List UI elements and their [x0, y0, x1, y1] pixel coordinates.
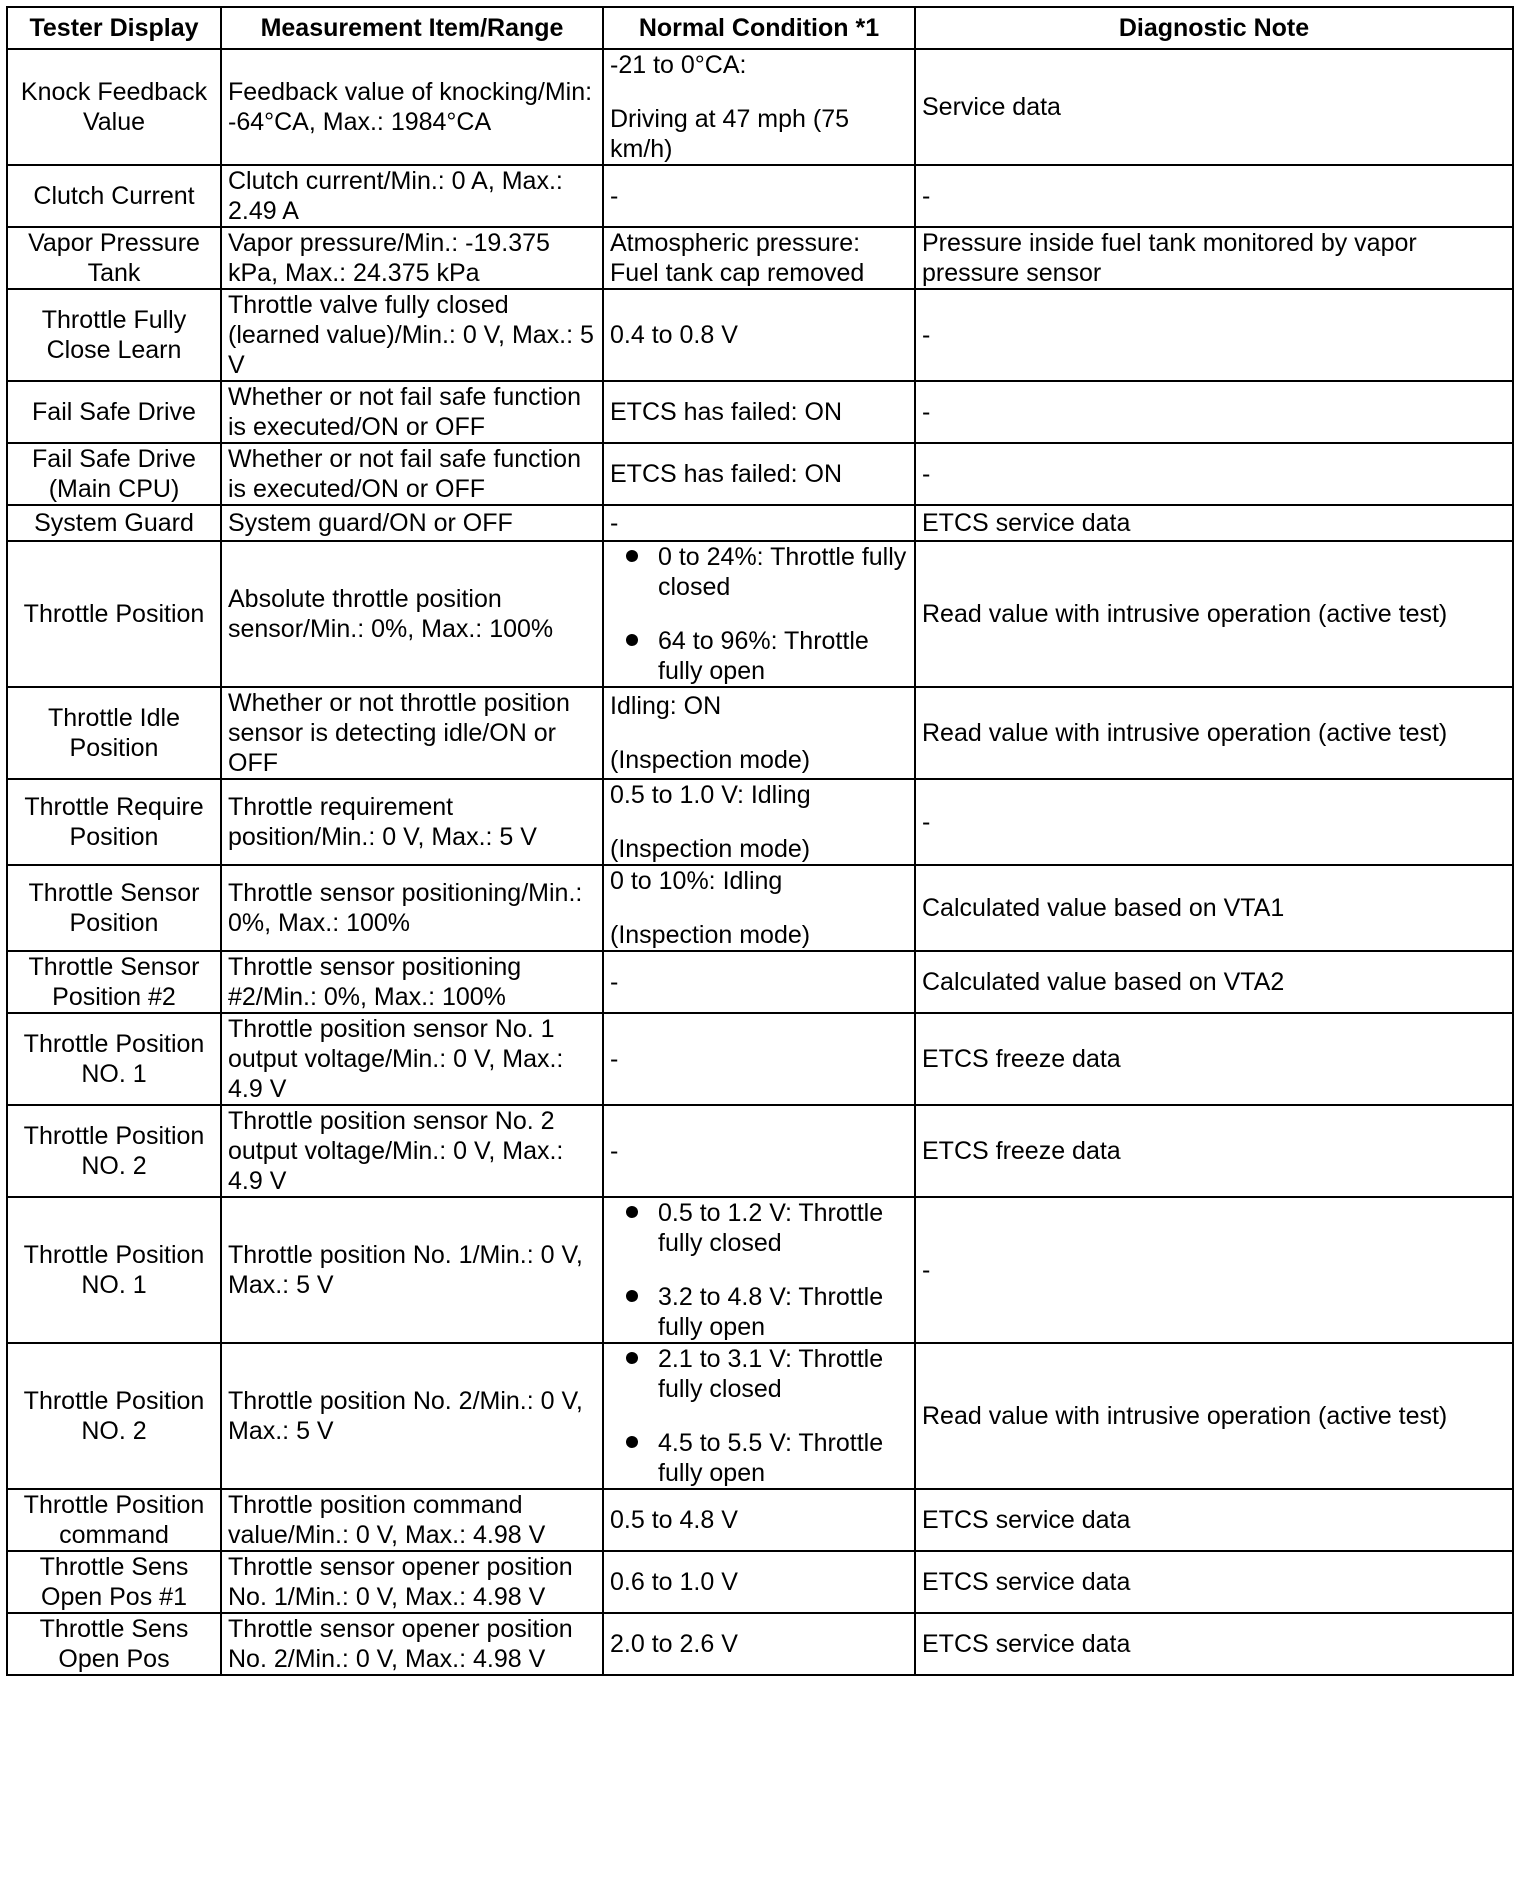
- table-row: [7, 1551, 1513, 1613]
- table-row: [7, 505, 1513, 541]
- diagnostic-note-cell: -: [915, 779, 1513, 865]
- normal-condition-cell: [603, 1551, 915, 1613]
- measurement-range-cell: Clutch current/Min.: 0 A, Max.: 2.49 A: [221, 165, 603, 227]
- condition-text: -: [610, 1137, 619, 1165]
- diagnostic-note-cell: -: [915, 381, 1513, 443]
- condition-text: 2.0 to 2.6 V: [610, 1630, 738, 1658]
- table-row: [7, 289, 1513, 381]
- condition-bullet-text: 2.1 to 3.1 V: Throttle fully closed: [658, 1345, 884, 1403]
- condition-text: 0.5 to 1.0 V: Idling: [610, 781, 811, 809]
- condition-bullet-item: [610, 1428, 908, 1488]
- condition-bullet-list: [610, 1344, 908, 1488]
- tester-display-cell: Throttle Position command: [7, 1489, 221, 1551]
- condition-text: -: [610, 1045, 619, 1073]
- condition-bullet-text: 0.5 to 1.2 V: Throttle fully closed: [658, 1199, 884, 1257]
- normal-condition-cell: [603, 1105, 915, 1197]
- measurement-range-cell: Throttle sensor positioning #2/Min.: 0%, Max.: 100%: [221, 951, 603, 1013]
- measurement-range-cell: Throttle sensor opener position No. 2/Min.: 0 V, Max.: 4.98 V: [221, 1613, 603, 1675]
- condition-bullet-text: 3.2 to 4.8 V: Throttle fully open: [658, 1283, 884, 1341]
- condition-text: -: [610, 182, 619, 210]
- measurement-range-cell: Throttle position No. 2/Min.: 0 V, Max.: 5 V: [221, 1343, 603, 1489]
- condition-text: (Inspection mode): [610, 921, 811, 949]
- diagnostic-note-cell: -: [915, 289, 1513, 381]
- header-tester-display: Tester Display: [7, 7, 221, 49]
- header-normal-condition: Normal Condition *1: [603, 7, 915, 49]
- measurement-range-cell: Throttle position command value/Min.: 0 V, Max.: 4.98 V: [221, 1489, 603, 1551]
- table-row: [7, 1343, 1513, 1489]
- diagnostic-note-cell: Read value with intrusive operation (active test): [915, 687, 1513, 779]
- tester-display-cell: System Guard: [7, 505, 221, 541]
- bullet-dot-icon: [626, 1436, 638, 1448]
- table-row: [7, 1197, 1513, 1343]
- condition-text: 0.6 to 1.0 V: [610, 1568, 738, 1596]
- normal-condition-cell: [603, 779, 915, 865]
- condition-bullet-item: [610, 626, 908, 686]
- condition-bullet-item: [610, 542, 908, 602]
- condition-text: 0.5 to 4.8 V: [610, 1506, 738, 1534]
- diagnostic-note-cell: -: [915, 165, 1513, 227]
- table-row: [7, 951, 1513, 1013]
- normal-condition-cell: [603, 381, 915, 443]
- normal-condition-cell: [603, 505, 915, 541]
- data-list-sheet: [6, 6, 1512, 1676]
- measurement-range-cell: Whether or not fail safe function is executed/ON or OFF: [221, 443, 603, 505]
- normal-condition-cell: [603, 541, 915, 687]
- measurement-range-cell: Absolute throttle position sensor/Min.: 0%, Max.: 100%: [221, 541, 603, 687]
- table-row: [7, 1013, 1513, 1105]
- condition-text: Atmospheric pressure: Fuel tank cap removed: [610, 229, 865, 287]
- header-diagnostic-note: Diagnostic Note: [915, 7, 1513, 49]
- table-row: [7, 1105, 1513, 1197]
- measurement-range-cell: Throttle position sensor No. 2 output voltage/Min.: 0 V, Max.: 4.9 V: [221, 1105, 603, 1197]
- bullet-dot-icon: [626, 634, 638, 646]
- tester-display-cell: Throttle Idle Position: [7, 687, 221, 779]
- condition-text: 0 to 10%: Idling: [610, 867, 783, 895]
- condition-text: 0.4 to 0.8 V: [610, 321, 738, 349]
- measurement-range-cell: Throttle sensor opener position No. 1/Min.: 0 V, Max.: 4.98 V: [221, 1551, 603, 1613]
- header-measurement-item: Measurement Item/Range: [221, 7, 603, 49]
- normal-condition-cell: [603, 687, 915, 779]
- diagnostic-note-cell: ETCS service data: [915, 1613, 1513, 1675]
- diagnostic-note-cell: Read value with intrusive operation (active test): [915, 1343, 1513, 1489]
- condition-bullet-item: [610, 1198, 908, 1258]
- table-row: [7, 381, 1513, 443]
- condition-text: (Inspection mode): [610, 746, 811, 774]
- condition-text: Idling: ON: [610, 692, 722, 720]
- measurement-range-cell: Throttle sensor positioning/Min.: 0%, Max.: 100%: [221, 865, 603, 951]
- diagnostic-note-cell: ETCS service data: [915, 1489, 1513, 1551]
- normal-condition-cell: [603, 289, 915, 381]
- tester-display-cell: Knock Feedback Value: [7, 49, 221, 165]
- bullet-dot-icon: [626, 1352, 638, 1364]
- measurement-range-cell: Whether or not throttle position sensor is detecting idle/ON or OFF: [221, 687, 603, 779]
- measurement-range-cell: Throttle position sensor No. 1 output voltage/Min.: 0 V, Max.: 4.9 V: [221, 1013, 603, 1105]
- bullet-dot-icon: [626, 1206, 638, 1218]
- condition-bullet-item: [610, 1344, 908, 1404]
- measurement-range-cell: System guard/ON or OFF: [221, 505, 603, 541]
- table-row: [7, 165, 1513, 227]
- normal-condition-cell: [603, 227, 915, 289]
- measurement-range-cell: Throttle requirement position/Min.: 0 V, Max.: 5 V: [221, 779, 603, 865]
- condition-text: Driving at 47 mph (75 km/h): [610, 105, 850, 163]
- normal-condition-cell: [603, 1197, 915, 1343]
- condition-bullet-text: 64 to 96%: Throttle fully open: [658, 627, 869, 685]
- table-row: [7, 227, 1513, 289]
- tester-display-cell: Throttle Sens Open Pos #1: [7, 1551, 221, 1613]
- diagnostic-note-cell: ETCS service data: [915, 505, 1513, 541]
- tester-display-cell: Throttle Require Position: [7, 779, 221, 865]
- condition-text: -: [610, 968, 619, 996]
- measurement-range-cell: Vapor pressure/Min.: -19.375 kPa, Max.: 24.375 kPa: [221, 227, 603, 289]
- diagnostic-note-cell: Read value with intrusive operation (active test): [915, 541, 1513, 687]
- diagnostic-note-cell: -: [915, 443, 1513, 505]
- measurement-range-cell: Throttle valve fully closed (learned value)/Min.: 0 V, Max.: 5 V: [221, 289, 603, 381]
- table-row: [7, 443, 1513, 505]
- diagnostic-note-cell: ETCS service data: [915, 1551, 1513, 1613]
- normal-condition-cell: [603, 1343, 915, 1489]
- normal-condition-cell: [603, 443, 915, 505]
- diagnostic-note-cell: Service data: [915, 49, 1513, 165]
- data-list-table: [6, 6, 1514, 1676]
- normal-condition-cell: [603, 951, 915, 1013]
- condition-bullet-list: [610, 1198, 908, 1342]
- table-row: [7, 1489, 1513, 1551]
- diagnostic-note-cell: -: [915, 1197, 1513, 1343]
- tester-display-cell: Throttle Position NO. 1: [7, 1013, 221, 1105]
- tester-display-cell: Throttle Sensor Position #2: [7, 951, 221, 1013]
- tester-display-cell: Throttle Sens Open Pos: [7, 1613, 221, 1675]
- condition-text: ETCS has failed: ON: [610, 460, 843, 488]
- condition-bullet-text: 4.5 to 5.5 V: Throttle fully open: [658, 1429, 884, 1487]
- diagnostic-note-cell: Calculated value based on VTA2: [915, 951, 1513, 1013]
- table-row: [7, 779, 1513, 865]
- condition-bullet-list: [610, 542, 908, 686]
- tester-display-cell: Throttle Position NO. 2: [7, 1343, 221, 1489]
- condition-text: (Inspection mode): [610, 835, 811, 863]
- condition-text: -: [610, 509, 619, 537]
- normal-condition-cell: [603, 1613, 915, 1675]
- table-row: [7, 865, 1513, 951]
- tester-display-cell: Fail Safe Drive (Main CPU): [7, 443, 221, 505]
- bullet-dot-icon: [626, 550, 638, 562]
- tester-display-cell: Throttle Sensor Position: [7, 865, 221, 951]
- diagnostic-note-cell: Pressure inside fuel tank monitored by vapor pressure sensor: [915, 227, 1513, 289]
- header-row: [7, 7, 1513, 49]
- tester-display-cell: Throttle Position NO. 1: [7, 1197, 221, 1343]
- measurement-range-cell: Feedback value of knocking/Min: -64°CA, Max.: 1984°CA: [221, 49, 603, 165]
- measurement-range-cell: Throttle position No. 1/Min.: 0 V, Max.: 5 V: [221, 1197, 603, 1343]
- table-row: [7, 541, 1513, 687]
- normal-condition-cell: [603, 865, 915, 951]
- table-body: [7, 49, 1513, 1675]
- tester-display-cell: Throttle Position NO. 2: [7, 1105, 221, 1197]
- tester-display-cell: Throttle Fully Close Learn: [7, 289, 221, 381]
- normal-condition-cell: [603, 1489, 915, 1551]
- table-row: [7, 49, 1513, 165]
- tester-display-cell: Clutch Current: [7, 165, 221, 227]
- tester-display-cell: Vapor Pressure Tank: [7, 227, 221, 289]
- table-row: [7, 1613, 1513, 1675]
- condition-text: ETCS has failed: ON: [610, 398, 843, 426]
- tester-display-cell: Throttle Position: [7, 541, 221, 687]
- condition-text: -21 to 0°CA:: [610, 51, 747, 79]
- normal-condition-cell: [603, 49, 915, 165]
- condition-bullet-text: 0 to 24%: Throttle fully closed: [658, 543, 907, 601]
- condition-bullet-item: [610, 1282, 908, 1342]
- measurement-range-cell: Whether or not fail safe function is executed/ON or OFF: [221, 381, 603, 443]
- bullet-dot-icon: [626, 1290, 638, 1302]
- diagnostic-note-cell: ETCS freeze data: [915, 1013, 1513, 1105]
- diagnostic-note-cell: ETCS freeze data: [915, 1105, 1513, 1197]
- normal-condition-cell: [603, 1013, 915, 1105]
- normal-condition-cell: [603, 165, 915, 227]
- table-row: [7, 687, 1513, 779]
- tester-display-cell: Fail Safe Drive: [7, 381, 221, 443]
- diagnostic-note-cell: Calculated value based on VTA1: [915, 865, 1513, 951]
